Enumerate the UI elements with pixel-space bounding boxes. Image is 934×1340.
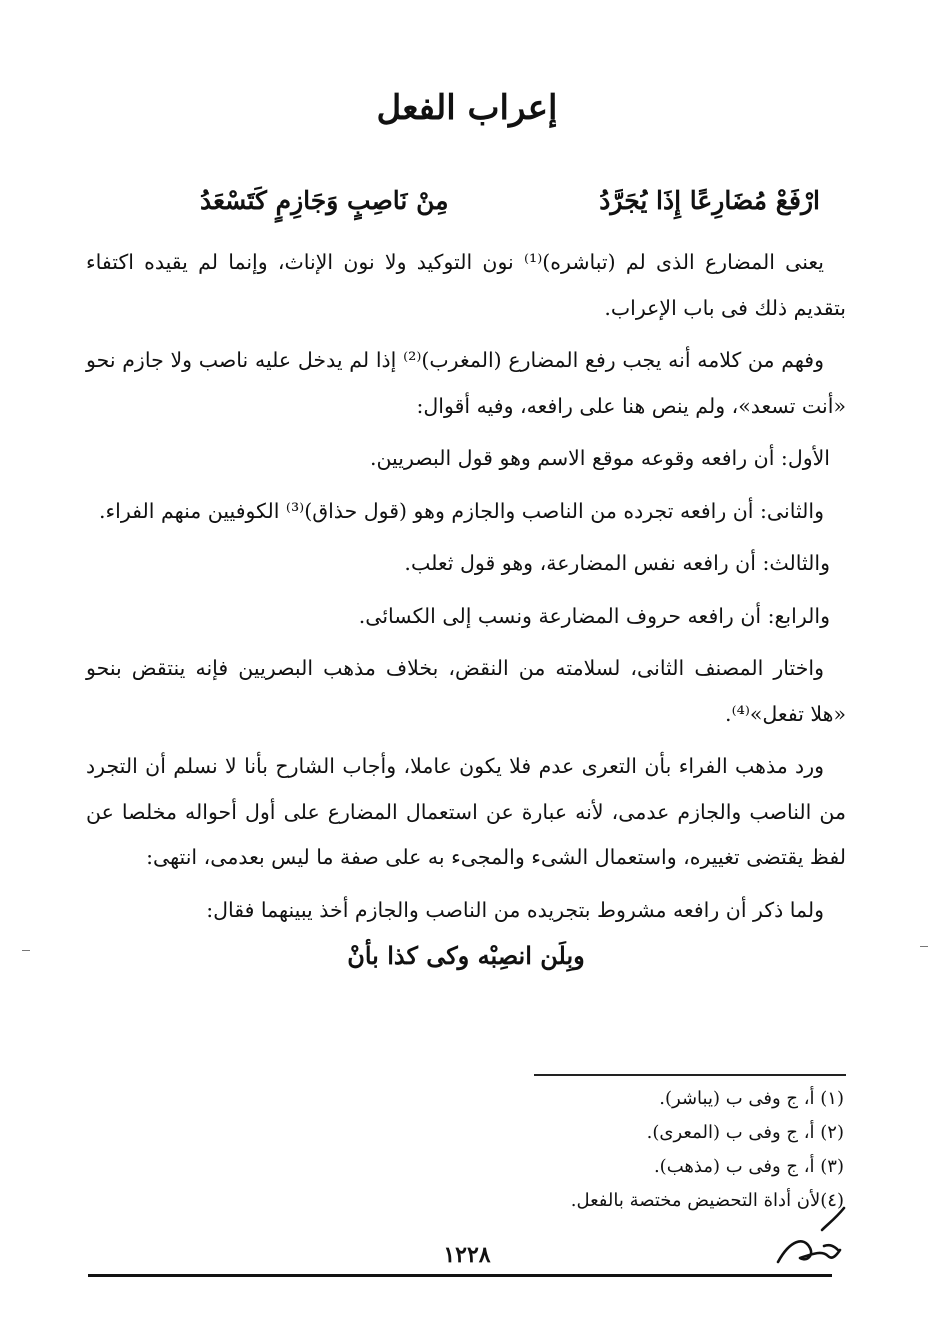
chapter-title: إعراب الفعل — [376, 88, 558, 128]
scan-speck — [22, 950, 30, 951]
paragraph: ورد مذهب الفراء بأن التعرى عدم فلا يكون عاملا، وأجاب الشارح بأنا لا نسلم أن التجرد من الناصب والجازم عدمى، لأنه عبارة عن استعمال المضارع على أول أحواله مخلصا عن لفظ يقتضى تغييره، واستعمال الشىء والمجىء به على صفة ما ليس بعدمى، انتهى: — [86, 754, 846, 869]
paragraph: واختار المصنف الثانى، لسلامته من النقض، بخلاف مذهب البصريين فإنه ينتقض بنحو «هلا تفعل»⁽⁴⁾. — [86, 656, 846, 726]
scan-speck — [920, 946, 928, 947]
verse-line: وبِلَن انصِبْه وكى كذا بأنْ — [347, 941, 585, 970]
paragraph: وفهم من كلامه أنه يجب رفع المضارع (المغرب)⁽²⁾ إذا لم يدخل عليه ناصب ولا جازم نحو «أنت تسعد»، ولم ينص هنا على رافعه، وفيه أقوال: — [86, 348, 846, 418]
paragraph: ولما ذكر أن رافعه مشروط بتجريده من الناصب والجازم أخذ يبينهما فقال: — [206, 897, 824, 922]
opinion-second: والثانى: أن رافعه تجرده من الناصب والجازم وهو (قول حذاق)⁽³⁾ الكوفيين منهم الفراء. — [99, 498, 824, 523]
handwritten-signature-icon — [770, 1200, 850, 1280]
opinion-first: الأول: أن رافعه وقوعه موقع الاسم وهو قول البصريين. — [369, 446, 830, 470]
bottom-rule — [88, 1274, 832, 1277]
opinion-third: والثالث: أن رافعه نفس المضارعة، وهو قول ثعلب. — [404, 551, 830, 575]
verse-first-hemistich: ارْفَعْ مُضَارِعًا إِذَا يُجَرَّدُ — [599, 186, 820, 215]
opinion-fourth: والرابع: أن رافعه حروف المضارعة ونسب إلى الكسائى. — [358, 603, 830, 628]
verse-second-hemistich: مِنْ نَاصِبٍ وَجَازِمٍ كَتَسْعَدُ — [200, 186, 449, 215]
footnote: (٢) أ، ج وفى ب (المعرى). — [646, 1122, 844, 1143]
footnote: (٣) أ، ج وفى ب (مذهب). — [653, 1156, 844, 1177]
footnote: (٤)لأن أداة التحضيض مختصة بالفعل. — [570, 1190, 844, 1211]
page-number: ١٢٢٨ — [443, 1242, 491, 1268]
footnote: (١) أ، ج وفى ب (يباشر). — [659, 1088, 844, 1109]
body-text — [86, 240, 846, 986]
footnote-separator — [534, 1074, 846, 1076]
footnotes — [344, 1082, 844, 1218]
verse-couplet — [120, 178, 820, 228]
paragraph: يعنى المضارع الذى لم (تباشره)⁽¹⁾ نون التوكيد ولا نون الإناث، وإنما لم يقيده اكتفاء بتقديم ذلك فى باب الإعراب. — [86, 250, 846, 320]
